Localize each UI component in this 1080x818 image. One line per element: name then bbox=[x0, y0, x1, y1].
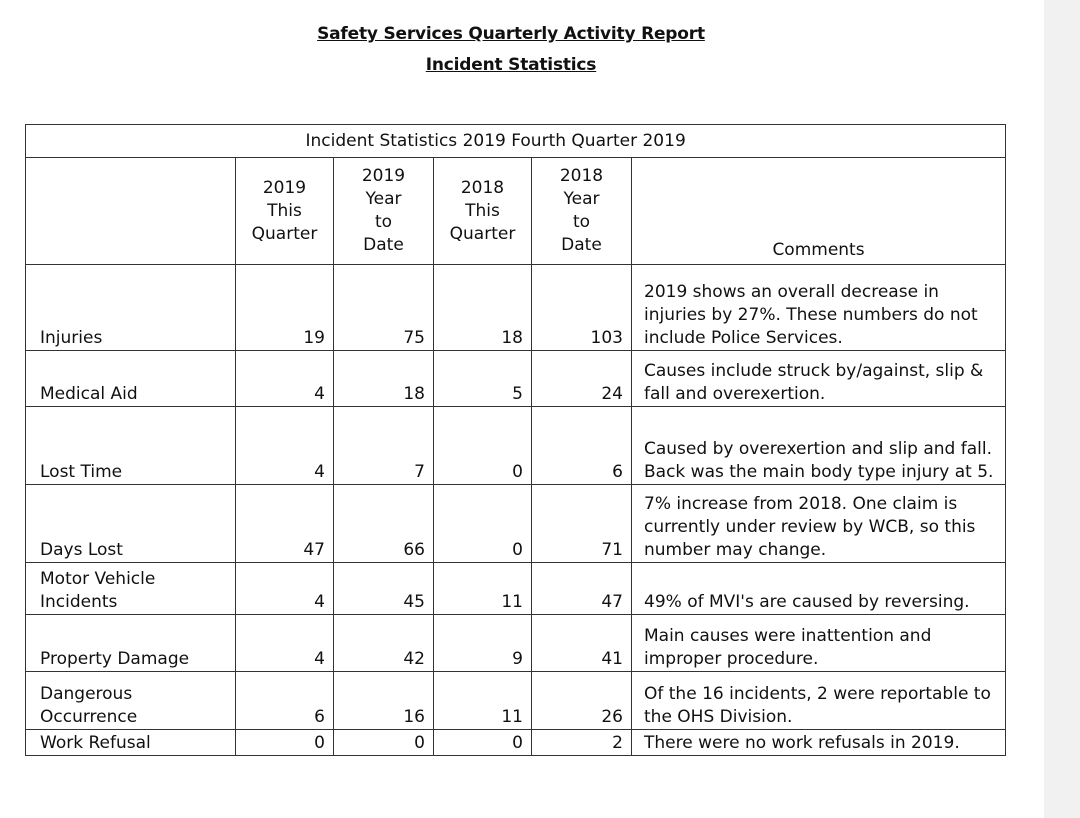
value-cell-ytd2018: 103 bbox=[532, 265, 632, 351]
comment-cell: 7% increase from 2018. One claim is currently under review by WCB, so this number may change. bbox=[632, 485, 1006, 563]
header-2019-this-quarter bbox=[236, 158, 334, 265]
row-label: Days Lost bbox=[26, 485, 236, 563]
table-row bbox=[26, 672, 1006, 730]
header-2018-ytd bbox=[532, 158, 632, 265]
comment-cell: Caused by overexertion and slip and fall. Back was the main body type injury at 5. bbox=[632, 407, 1006, 485]
comment-cell: 49% of MVI's are caused by reversing. bbox=[632, 563, 1006, 615]
header-text: 2018 bbox=[559, 166, 604, 186]
table-row bbox=[26, 563, 1006, 615]
table-caption-row bbox=[26, 125, 1006, 158]
table-body bbox=[26, 265, 1006, 756]
table-row bbox=[26, 615, 1006, 672]
value-cell-q2018: 11 bbox=[434, 672, 532, 730]
header-text: This bbox=[465, 200, 500, 221]
value-cell-ytd2018: 26 bbox=[532, 672, 632, 730]
value-cell-q2019: 4 bbox=[236, 351, 334, 407]
side-margin-strip bbox=[1044, 0, 1080, 818]
value-cell-q2019: 47 bbox=[236, 485, 334, 563]
header-blank-cell bbox=[26, 158, 236, 265]
header-text: Quarter bbox=[251, 223, 318, 244]
row-label: Dangerous Occurrence bbox=[26, 672, 236, 730]
comment-cell: Causes include struck by/against, slip & fall and overexertion. bbox=[632, 351, 1006, 407]
value-cell-ytd2018: 47 bbox=[532, 563, 632, 615]
value-cell-ytd2018: 41 bbox=[532, 615, 632, 672]
value-cell-q2019: 4 bbox=[236, 563, 334, 615]
value-cell-q2018: 11 bbox=[434, 563, 532, 615]
header-text: Date bbox=[363, 235, 404, 255]
comment-cell: Of the 16 incidents, 2 were reportable to the OHS Division. bbox=[632, 672, 1006, 730]
value-cell-q2019: 19 bbox=[236, 265, 334, 351]
value-cell-q2018: 5 bbox=[434, 351, 532, 407]
column-header-row bbox=[26, 158, 1006, 265]
header-text: Year bbox=[365, 189, 402, 209]
row-label: Lost Time bbox=[26, 407, 236, 485]
incident-statistics-table bbox=[25, 124, 1006, 756]
table-row bbox=[26, 407, 1006, 485]
row-label: Work Refusal bbox=[26, 730, 236, 756]
table-row bbox=[26, 730, 1006, 756]
table-row bbox=[26, 351, 1006, 407]
header-text: to bbox=[374, 212, 393, 232]
value-cell-q2018: 0 bbox=[434, 730, 532, 756]
header-text: to bbox=[572, 212, 591, 232]
report-subtitle: Incident Statistics bbox=[425, 55, 597, 75]
value-cell-q2018: 18 bbox=[434, 265, 532, 351]
value-cell-q2018: 0 bbox=[434, 407, 532, 485]
caption-blank-cell bbox=[26, 125, 236, 158]
value-cell-q2019: 0 bbox=[236, 730, 334, 756]
header-text: 2019 bbox=[262, 177, 307, 198]
header-text: 2018 bbox=[460, 177, 505, 198]
value-cell-ytd2019: 66 bbox=[334, 485, 434, 563]
table-row bbox=[26, 265, 1006, 351]
row-label: Property Damage bbox=[26, 615, 236, 672]
report-title: Safety Services Quarterly Activity Report bbox=[317, 24, 705, 44]
value-cell-ytd2019: 45 bbox=[334, 563, 434, 615]
value-cell-ytd2018: 2 bbox=[532, 730, 632, 756]
value-cell-q2018: 0 bbox=[434, 485, 532, 563]
value-cell-q2019: 6 bbox=[236, 672, 334, 730]
header-2019-ytd bbox=[334, 158, 434, 265]
header-text: This bbox=[267, 200, 302, 221]
header-text: Date bbox=[561, 235, 602, 255]
comment-cell: Main causes were inattention and improper procedure. bbox=[632, 615, 1006, 672]
value-cell-ytd2018: 6 bbox=[532, 407, 632, 485]
value-cell-ytd2019: 18 bbox=[334, 351, 434, 407]
value-cell-ytd2019: 0 bbox=[334, 730, 434, 756]
value-cell-ytd2019: 16 bbox=[334, 672, 434, 730]
value-cell-q2019: 4 bbox=[236, 615, 334, 672]
value-cell-ytd2018: 24 bbox=[532, 351, 632, 407]
value-cell-ytd2019: 7 bbox=[334, 407, 434, 485]
header-comments: Comments bbox=[632, 158, 1006, 265]
value-cell-ytd2018: 71 bbox=[532, 485, 632, 563]
comment-cell: 2019 shows an overall decrease in injuries by 27%. These numbers do not include Police Services. bbox=[632, 265, 1006, 351]
row-label: Medical Aid bbox=[26, 351, 236, 407]
header-2018-this-quarter bbox=[434, 158, 532, 265]
header-text: Quarter bbox=[449, 223, 516, 244]
comment-cell: There were no work refusals in 2019. bbox=[632, 730, 1006, 756]
header-text: 2019 bbox=[361, 166, 406, 186]
value-cell-ytd2019: 42 bbox=[334, 615, 434, 672]
table-caption: Incident Statistics 2019 Fourth Quarter 2019 bbox=[236, 125, 1006, 158]
value-cell-q2018: 9 bbox=[434, 615, 532, 672]
row-label: Motor Vehicle Incidents bbox=[26, 563, 236, 615]
table-row bbox=[26, 485, 1006, 563]
value-cell-q2019: 4 bbox=[236, 407, 334, 485]
value-cell-ytd2019: 75 bbox=[334, 265, 434, 351]
row-label: Injuries bbox=[26, 265, 236, 351]
header-text: Year bbox=[563, 189, 600, 209]
